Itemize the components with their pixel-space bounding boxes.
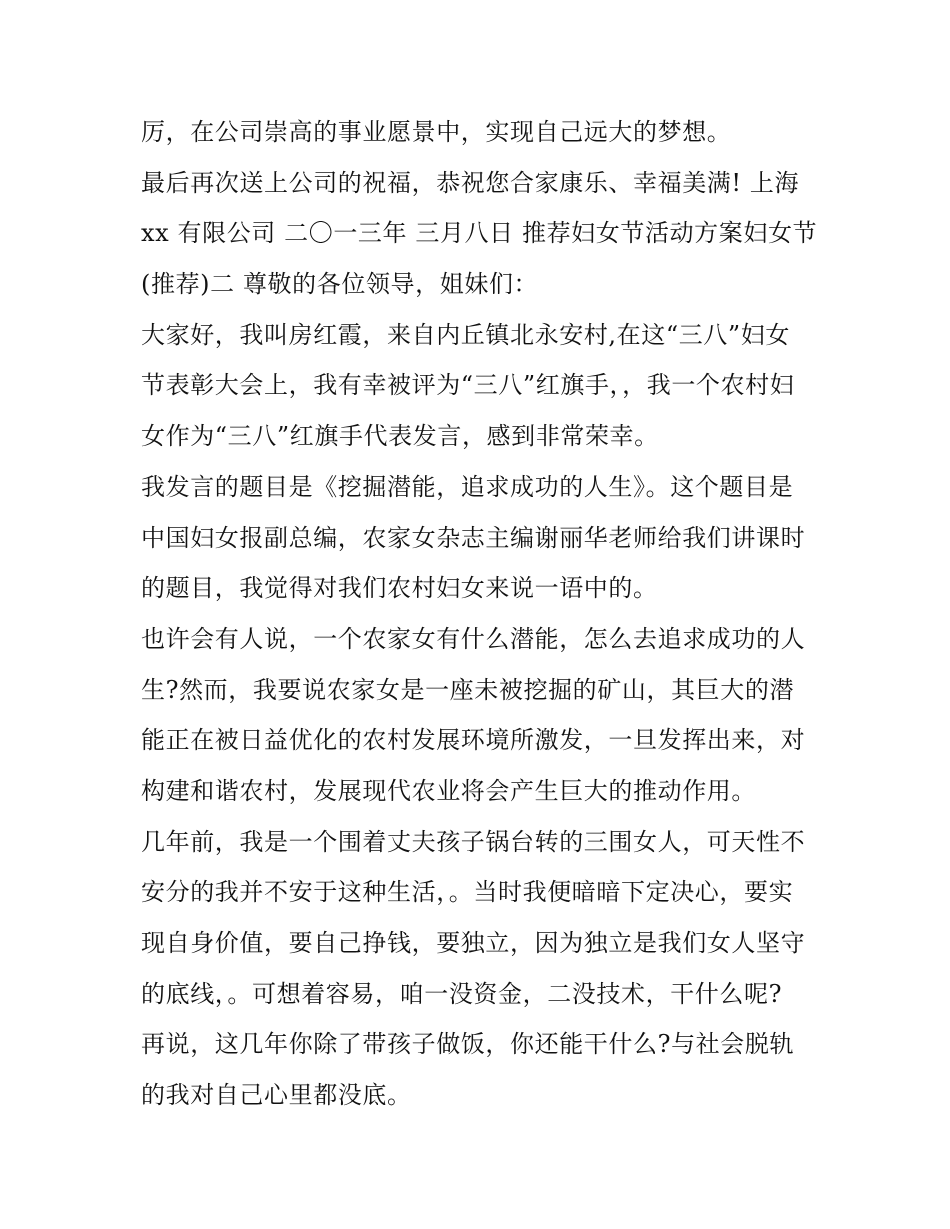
- text-line: 的我对自己心里都没底。: [141, 1081, 412, 1110]
- text-line: 安分的我并不安于这种生活，。当时我便暗暗下定决心，要实: [141, 878, 794, 907]
- text-line: 最后再次送上公司的祝福，恭祝您合家康乐、幸福美满! 上海: [141, 168, 800, 197]
- text-line: 女作为“三八”红旗手代表发言，感到非常荣幸。: [141, 422, 659, 451]
- text-line: 现自身价值，要自己挣钱，要独立，因为独立是我们女人坚守: [141, 929, 806, 957]
- text-line: 也许会有人说，一个农家女有什么潜能，怎么去追求成功的人: [141, 624, 806, 653]
- text-line: 构建和谐农村，发展现代农业将会产生巨大的推动作用。: [141, 776, 756, 805]
- text-line: xx 有限公司 二〇一三年 三月八日 推荐妇女节活动方案妇女节: [141, 219, 818, 248]
- text-line: 大家好，我叫房红霞，来自内丘镇北永安村,在这“三八”妇女: [141, 320, 790, 349]
- text-line: 厉，在公司崇高的事业愿景中，实现自己远大的梦想。: [141, 118, 732, 146]
- text-line: 节表彰大会上，我有幸被评为“三八”红旗手，，我一个农村妇: [141, 371, 795, 400]
- text-line: 生?然而，我要说农家女是一座未被挖掘的矿山，其巨大的潜: [141, 675, 795, 704]
- text-line: 的底线，。可想着容易，咱一没资金，二没技术，干什么呢?: [141, 979, 783, 1008]
- text-line: 我发言的题目是《挖掘潜能，追求成功的人生》。这个题目是: [141, 472, 794, 501]
- text-line: 几年前，我是一个围着丈夫孩子锅台转的三围女人，可天性不: [141, 827, 806, 856]
- text-line: 中国妇女报副总编，农家女杂志主编谢丽华老师给我们讲课时: [141, 523, 806, 552]
- body-text: [141, 107, 821, 1121]
- text-line: 再说，这几年你除了带孩子做饭，你还能干什么?与社会脱轨: [141, 1030, 795, 1059]
- text-line: 能正在被日益优化的农村发展环境所激发，一旦发挥出来，对: [141, 726, 806, 755]
- text-line: (推荐)二 尊敬的各位领导，姐妹们：: [141, 270, 539, 299]
- text-line: 的题目，我觉得对我们农村妇女来说一语中的。: [141, 574, 658, 603]
